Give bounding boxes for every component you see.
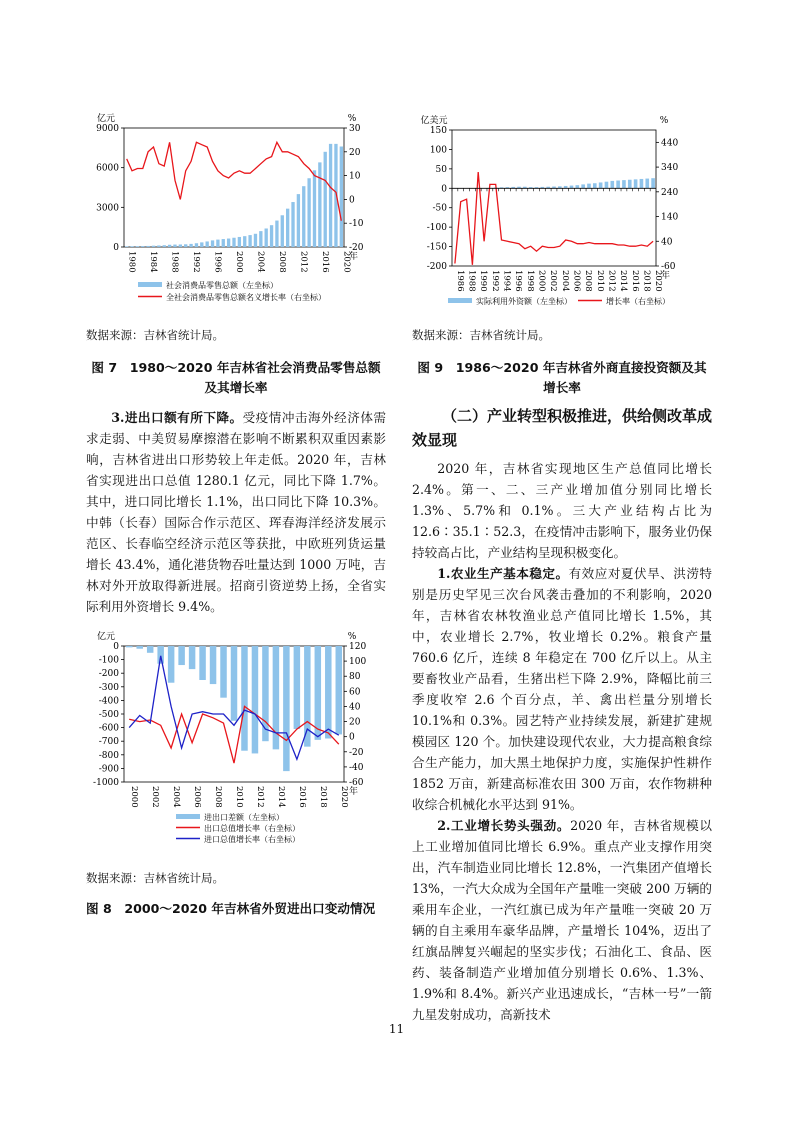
right-tick-label: 20 — [349, 147, 361, 158]
x-tick-label: 2018 — [317, 786, 328, 808]
left-tick-label: -900 — [98, 764, 119, 775]
x-axis-unit: 年 — [349, 252, 359, 262]
x-tick-label: 2016 — [296, 786, 307, 808]
exports-body: 受疫情冲击海外经济体需求走弱、中美贸易摩擦潜在影响不断累积双重因素影响，吉林省进出口形势较上年走低。2020 年，吉林省实现进出口总值 1280.1 亿元，同比下降 1.7%。其中，进口同比增长 1.1%，出口同比下降 10.3%。中韩（长春）国际合作示范区、珲春海洋经济发展示范区、长春临空经济示范区等获批，中欧班列货运量增长 43.4%，通化港货物吞吐量达到 1000 万吨，吉林对外开放取得新进展。招商引资逆势上扬，全省实际利用外资增长 9.4%。 — [86, 410, 387, 614]
bar — [634, 179, 638, 188]
bar — [259, 231, 262, 247]
bar — [211, 240, 214, 247]
industry-heading: 2.工业增长势头强劲。 — [437, 818, 571, 833]
x-tick-label: 2006 — [571, 270, 582, 292]
bar — [189, 646, 195, 669]
right-axis-unit: % — [347, 114, 357, 124]
left-text-block — [86, 407, 386, 617]
bar — [318, 162, 321, 247]
x-tick-label: 2002 — [150, 786, 161, 808]
left-tick-label: -200 — [98, 669, 119, 680]
x-tick-label: 1988 — [169, 251, 180, 273]
x-tick-label: 2004 — [559, 270, 570, 292]
right-tick-label: 120 — [349, 642, 367, 652]
right-tick-label: 40 — [349, 702, 361, 713]
bar — [265, 228, 268, 247]
x-tick-label: 2000 — [234, 251, 244, 273]
left-tick-label: 6000 — [96, 163, 119, 174]
bar — [593, 183, 597, 188]
x-tick-label: 2004 — [255, 251, 266, 273]
left-tick-label: -50 — [432, 203, 447, 214]
bar — [146, 246, 149, 247]
left-tick-label: -500 — [98, 710, 119, 720]
right-tick-label: 0 — [349, 732, 355, 743]
x-tick-label: 2012 — [254, 786, 265, 808]
bar — [622, 180, 626, 188]
bar — [222, 239, 225, 247]
x-tick-label: 1992 — [191, 251, 202, 273]
bar — [628, 180, 632, 189]
bar — [206, 241, 209, 247]
bar — [157, 646, 163, 664]
right-axis-unit: % — [659, 116, 669, 126]
bar — [286, 209, 289, 247]
right-tick-label: 440 — [661, 138, 679, 149]
left-tick-label: 150 — [429, 126, 447, 136]
figure-9-caption-line2: 增长率 — [543, 380, 581, 395]
bar — [126, 646, 132, 647]
exports-heading: 3.进出口额有所下降。 — [111, 410, 243, 425]
x-tick-label: 2014 — [618, 270, 629, 292]
bar — [587, 184, 591, 189]
x-tick-label: 2020 — [338, 786, 349, 808]
right-tick-label: 80 — [349, 672, 361, 683]
x-tick-label: 1992 — [489, 270, 500, 292]
x-tick-label: 1980 — [126, 251, 137, 273]
right-text-block — [412, 458, 712, 1025]
bar — [254, 234, 257, 247]
bar — [281, 215, 284, 247]
x-tick-label: 1996 — [212, 251, 223, 273]
bar — [232, 238, 235, 247]
bar — [270, 225, 273, 247]
bar — [252, 646, 258, 753]
left-tick-label: -150 — [426, 242, 447, 253]
bar — [283, 646, 289, 771]
bar — [313, 170, 316, 247]
x-tick-label: 2010 — [234, 786, 244, 808]
bar — [168, 245, 171, 247]
x-tick-label: 2010 — [594, 270, 605, 292]
right-tick-label: 30 — [349, 124, 361, 134]
right-tick-label: 10 — [349, 171, 361, 182]
left-tick-label: -1000 — [93, 778, 119, 788]
bar — [340, 147, 343, 247]
figure-8-caption: 图 8 2000～2020 年吉林省外贸进出口变动情况 — [86, 901, 376, 916]
x-axis-unit: 年 — [349, 787, 359, 797]
left-tick-label: 50 — [435, 164, 447, 175]
x-tick-label: 2004 — [171, 786, 182, 808]
bar — [307, 178, 310, 247]
bar — [651, 178, 655, 188]
bar — [220, 646, 226, 698]
figure-7-caption — [86, 358, 386, 398]
figure-7-caption-line2: 及其增长率 — [204, 380, 268, 395]
left-tick-label: 3000 — [96, 203, 119, 214]
bar — [189, 244, 192, 247]
x-tick-label: 1998 — [524, 270, 535, 292]
bar — [125, 246, 128, 247]
bar — [130, 246, 133, 247]
left-tick-label: -300 — [98, 682, 119, 693]
bar — [605, 182, 609, 189]
bar — [243, 236, 246, 247]
right-tick-label: 240 — [661, 187, 679, 198]
right-tick-label: -10 — [349, 219, 364, 230]
legend-swatch — [176, 814, 200, 819]
bar — [297, 194, 300, 247]
left-tick-label: 0 — [441, 184, 447, 195]
bar — [336, 646, 342, 734]
figure-9-caption-line1: 图 9 1986～2020 年吉林省外商直接投资额及其 — [417, 360, 707, 375]
right-tick-label: -20 — [349, 747, 364, 758]
bar — [210, 646, 216, 684]
left-tick-label: -700 — [98, 737, 119, 748]
figure-9-chart — [412, 108, 712, 313]
left-tick-label: 9000 — [96, 124, 119, 134]
x-tick-label: 2018 — [641, 270, 652, 292]
right-tick-label: 340 — [661, 163, 679, 174]
bar — [195, 243, 198, 247]
right-tick-label: -40 — [349, 762, 364, 773]
legend-label: 实际利用外资额（左坐标） — [476, 297, 572, 306]
x-tick-label: 2012 — [298, 251, 309, 273]
x-tick-label: 1990 — [478, 270, 489, 292]
x-tick-label: 2006 — [192, 786, 203, 808]
legend-label: 增长率（右坐标） — [606, 297, 670, 306]
right-tick-label: -20 — [349, 243, 364, 253]
x-tick-label: 2000 — [129, 786, 140, 808]
bar — [291, 202, 294, 247]
left-tick-label: -200 — [426, 262, 447, 272]
right-tick-label: 140 — [661, 212, 679, 223]
x-tick-label: 1996 — [513, 270, 524, 292]
bar — [616, 181, 620, 189]
agriculture-heading: 1.农业生产基本稳定。 — [437, 566, 569, 581]
bar — [227, 239, 230, 247]
legend-label: 进口总值增长率（右坐标） — [204, 835, 300, 844]
x-tick-label: 2008 — [276, 251, 287, 273]
x-tick-label: 2012 — [606, 270, 617, 292]
bar — [147, 646, 153, 653]
bar — [136, 246, 139, 247]
bar — [248, 235, 251, 247]
figure-7-caption-line1: 图 7 1980～2020 年吉林省社会消费品零售总额 — [91, 360, 381, 375]
x-tick-label: 2008 — [583, 270, 594, 292]
figure-7-chart — [86, 112, 386, 312]
bar — [179, 244, 182, 247]
legend-swatch — [448, 298, 472, 303]
right-tick-label: -60 — [661, 262, 676, 272]
figure-7-source: 数据来源：吉林省统计局。 — [86, 328, 224, 342]
legend-label: 出口总值增长率（右坐标） — [204, 824, 300, 833]
industry-body: 2020 年，吉林省规模以上工业增加值同比增长 6.9%。重点产业支撑作用突出，汽车制造业同比增长 12.8%，一汽集团产值增长 13%，一汽大众成为全国年产量唯一突破 200 万辆的乘用车企业，一汽红旗已成为年产量唯一突破 20 万辆的自主乘用车豪华品牌，产量增长 104%，迈出了红旗品牌复兴崛起的坚实步伐；石油化工、食品、医药、装备制造产业增加值分别增长 0.6%、1.3%、1.9%和 8.4%。新兴产业迅速成长，“吉林一号”一箭九星发射成功，高新技术 — [412, 818, 712, 1022]
left-tick-label: 0 — [113, 642, 119, 652]
figure-8-chart — [86, 622, 386, 850]
x-tick-label: 1986 — [454, 270, 465, 292]
bar — [238, 237, 241, 247]
right-tick-label: 0 — [349, 195, 355, 206]
x-tick-label: 2014 — [275, 786, 286, 808]
plot-frame — [124, 128, 344, 247]
bar — [294, 646, 300, 729]
bar — [640, 179, 644, 188]
figure-9-source: 数据来源：吉林省统计局。 — [412, 328, 550, 342]
x-tick-label: 2000 — [536, 270, 547, 292]
left-tick-label: -600 — [98, 723, 119, 734]
legend-label: 社会消费品零售总额（左坐标） — [166, 281, 278, 290]
right-tick-label: 60 — [349, 687, 361, 698]
bar — [610, 181, 614, 188]
bar — [216, 240, 219, 247]
x-tick-label: 2008 — [213, 786, 224, 808]
bar — [173, 245, 176, 247]
bar — [184, 244, 187, 247]
gdp-paragraph: 2020 年，吉林省实现地区生产总值同比增长 2.4%。第一、二、三产业增加值分别同比增长 1.3%、5.7%和 0.1%。三大产业结构占比为 12.6∶35.1∶52.3，在疫情冲击影响下，服务业仍保持较高占比，产业结构呈现积极变化。 — [412, 461, 712, 560]
bar — [302, 186, 305, 247]
right-axis-unit: % — [347, 632, 357, 642]
legend-label: 全社会消费品零售总额名义增长率（右坐标） — [166, 293, 326, 302]
bar — [168, 646, 174, 683]
bar — [152, 246, 155, 247]
x-tick-label: 1984 — [148, 251, 159, 273]
bar — [324, 152, 327, 247]
bar — [325, 646, 331, 738]
bar — [178, 646, 184, 665]
x-tick-label: 1994 — [501, 270, 512, 292]
legend-swatch — [138, 282, 162, 287]
x-tick-label: 2020 — [341, 251, 352, 273]
bar — [645, 179, 649, 189]
bar — [599, 182, 603, 188]
bar — [329, 144, 332, 247]
bar — [141, 246, 144, 247]
bar — [157, 245, 160, 247]
x-tick-label: 2020 — [653, 270, 664, 292]
right-tick-label: -60 — [349, 778, 364, 788]
bar — [199, 646, 205, 680]
left-tick-label: -400 — [98, 696, 119, 707]
x-tick-label: 2016 — [319, 251, 330, 273]
left-tick-label: 100 — [429, 145, 447, 156]
legend-label: 进出口差额（左坐标） — [204, 813, 284, 822]
section-title: （二）产业转型积极推进，供给侧改革成效显现 — [412, 407, 713, 449]
agriculture-body: 有效应对夏伏旱、洪涝特别是历史罕见三次台风袭击叠加的不利影响，2020 年，吉林省农林牧渔业总产值同比增长 1.5%，其中，农业增长 2.7%，牧业增长 0.2%。粮食产量 760.6 亿斤，连续 8 年稳定在 700 亿斤以上。从主要畜牧业产品看，生猪出栏下降 2.9%，降幅比前三季度收窄 2.6 个百分点，羊、禽出栏量分别增长 10.1%和 0.3%。园艺特产业持续发展，新建扩建规模园区 120 个。加快建设现代农业，大力提高粮食综合生产能力，加大黑土地保护力度，实施保护性耕作 1852 万亩，新建高标准农田 300 万亩，农作物耕种收综合机械化水平达到 91%。 — [412, 566, 713, 812]
page-number: 11 — [388, 1022, 405, 1036]
left-tick-label: -100 — [426, 223, 447, 234]
bar — [275, 221, 278, 247]
right-tick-label: 20 — [349, 717, 361, 728]
figure-8-source: 数据来源：吉林省统计局。 — [86, 871, 224, 885]
bar — [200, 242, 203, 247]
right-tick-label: 100 — [349, 657, 367, 668]
x-tick-label: 2016 — [629, 270, 640, 292]
left-tick-label: -800 — [98, 750, 119, 761]
bar — [581, 184, 585, 188]
x-tick-label: 2002 — [548, 270, 559, 292]
x-axis-unit: 年 — [661, 271, 671, 281]
x-tick-label: 1988 — [466, 270, 477, 292]
left-axis-unit: 亿元 — [96, 114, 116, 124]
left-axis-unit: 亿美元 — [420, 116, 448, 126]
left-tick-label: 0 — [113, 243, 119, 253]
bar — [576, 185, 580, 188]
bar — [315, 646, 321, 740]
bar — [231, 646, 237, 721]
bar — [163, 245, 166, 247]
figure-9-caption — [412, 358, 712, 398]
right-tick-label: 40 — [661, 237, 673, 248]
left-tick-label: -100 — [98, 655, 119, 666]
bar — [241, 646, 247, 751]
left-axis-unit: 亿元 — [96, 632, 116, 642]
bar — [136, 646, 142, 649]
